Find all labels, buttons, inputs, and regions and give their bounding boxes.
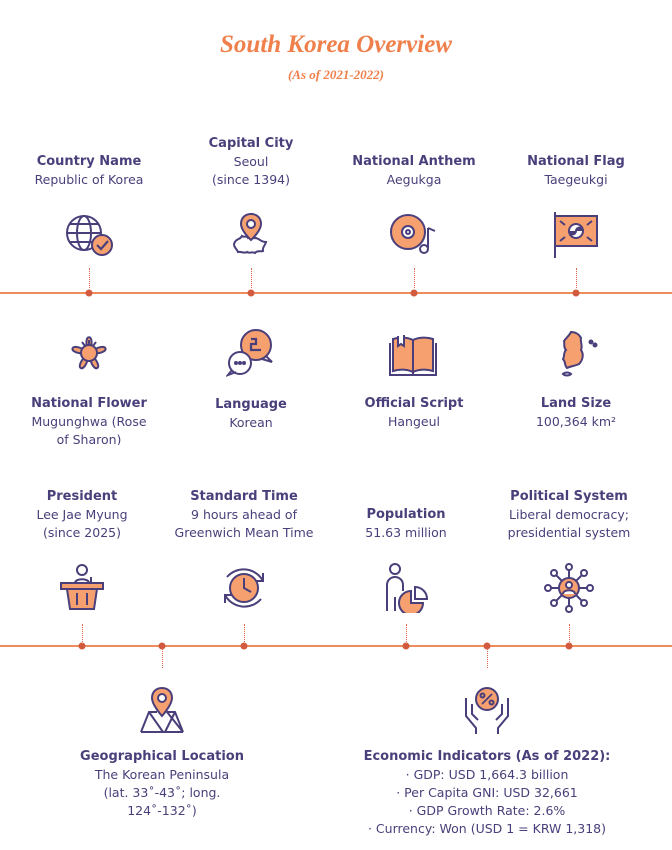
language-label: Language [215,397,287,412]
connector [251,268,252,288]
item-country-name [4,153,174,189]
hands-percent-icon [462,686,512,736]
item-language [166,396,336,432]
economy-label: Economic Indicators (As of 2022): [363,749,611,764]
economy-line: · GDP: USD 1,664.3 billion [405,767,569,782]
item-capital-city [166,135,336,189]
economy-line: · Per Capita GNI: USD 32,661 [396,785,578,800]
economy-line: · GDP Growth Rate: 2.6% [408,803,566,818]
flower-label: National Flower [31,396,147,411]
anthem-value: Aegukga [386,172,442,187]
economy-line: · Currency: Won (USD 1 = KRW 1,318) [367,821,606,836]
flower-value-1: Mugunghwa (Rose [31,414,147,429]
item-president [0,488,167,542]
political-value-2: presidential system [507,525,631,540]
item-national-anthem [329,153,499,189]
flower-value-2: of Sharon) [56,432,122,445]
geo-label: Geographical Location [80,749,244,764]
president-value-1: Lee Jae Myung [36,507,128,522]
item-political-system [484,488,654,542]
president-value-2: (since 2025) [42,525,121,540]
person-pie-icon [381,563,431,613]
globe-check-icon [64,211,114,261]
timeline-node [411,290,418,297]
population-value: 51.63 million [365,525,447,540]
flag-label: National Flag [527,154,625,169]
map-pin-icon [226,210,276,260]
podium-icon [57,563,107,613]
timeline-node [86,290,93,297]
network-people-icon [544,563,594,613]
item-official-script [329,395,499,431]
connector [576,268,577,288]
connector [82,624,83,644]
connector [89,268,90,288]
connector [406,624,407,644]
land-value: 100,364 km² [535,414,617,429]
item-standard-time [159,488,329,542]
flag-value: Taegeukgi [544,172,608,187]
geo-value-2: (lat. 33˚-43˚; long. 124˚-132˚) [103,785,221,818]
connector [569,624,570,644]
language-value: Korean [229,415,273,430]
item-land-size [491,395,661,431]
anthem-label: National Anthem [352,154,476,169]
political-label: Political System [510,489,628,504]
capital-value-2: (since 1394) [211,172,290,187]
timeline-node [573,290,580,297]
geo-value-1: The Korean Peninsula [94,767,230,782]
hibiscus-flower-icon [64,328,114,378]
item-national-flower [4,395,174,445]
connector [487,648,488,668]
open-book-icon [388,330,438,380]
timeline-line-1 [0,292,672,294]
item-economic-indicators [357,748,617,838]
clock-icon [219,563,269,613]
population-label: Population [366,507,446,522]
capital-value-1: Seoul [233,154,269,169]
korea-map-icon [551,328,601,378]
item-population [321,506,491,542]
speech-bubbles-icon [226,327,276,377]
time-label: Standard Time [190,489,298,504]
connector [162,648,163,668]
flag-icon [551,210,601,260]
connector [244,624,245,644]
land-label: Land Size [540,396,612,411]
connector [414,268,415,288]
script-value: Hangeul [387,414,440,429]
timeline-node [248,290,255,297]
president-label: President [46,489,118,504]
script-label: Official Script [364,396,464,411]
political-value-1: Liberal democracy; [509,507,629,522]
music-disc-icon [388,210,438,260]
time-value-2: Greenwich Mean Time [174,525,314,540]
time-value-1: 9 hours ahead of [191,507,297,522]
item-geographical-location [72,748,252,820]
page-subtitle: (As of 2021-2022) [287,67,385,82]
map-location-icon [137,686,187,736]
capital-label: Capital City [208,136,294,151]
country-name-label: Country Name [36,154,142,169]
item-national-flag [491,153,661,189]
page-title: South Korea Overview [220,31,452,58]
country-name-value: Republic of Korea [34,172,144,187]
